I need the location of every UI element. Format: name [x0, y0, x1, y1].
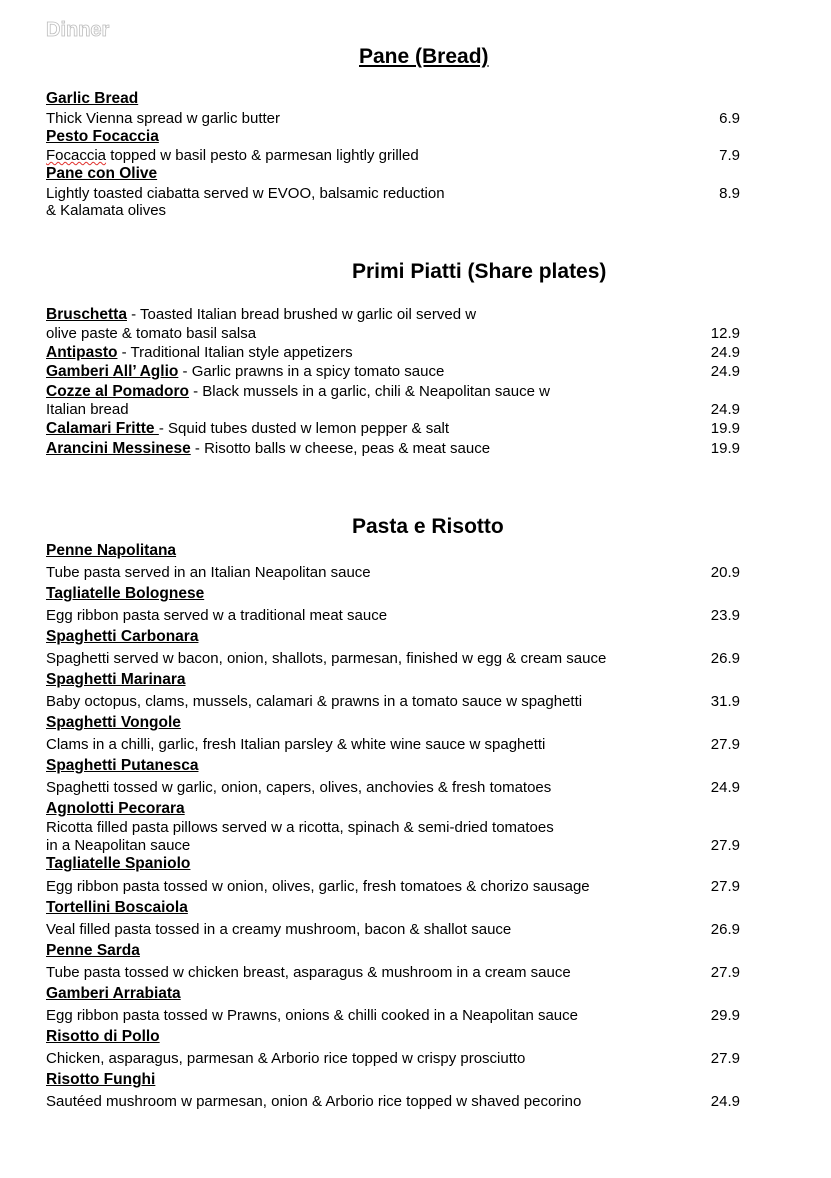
bread-item-desc: Lightly toasted ciabatta served w EVOO, balsamic reduction: [46, 185, 445, 202]
pasta-item-name: Tortellini Boscaiola: [46, 899, 188, 916]
pasta-item-name: Agnolotti Pecorara: [46, 800, 185, 817]
share-item-price: 19.9: [710, 420, 740, 437]
pasta-item-name: Spaghetti Vongole: [46, 714, 181, 731]
pasta-item-price: 31.9: [710, 693, 740, 710]
pasta-item-price: 27.9: [710, 837, 740, 854]
pasta-item-desc: Ricotta filled pasta pillows served w a ricotta, spinach & semi-dried tomatoes: [46, 819, 554, 836]
bread-item-desc: Thick Vienna spread w garlic butter: [46, 110, 281, 127]
pasta-item-desc: Veal filled pasta tossed in a creamy mushroom, bacon & shallot sauce: [46, 921, 512, 938]
pasta-item-price: 27.9: [710, 878, 740, 895]
pasta-item-desc: Egg ribbon pasta tossed w Prawns, onions & chilli cooked in a Neapolitan sauce: [46, 1007, 578, 1024]
share-item-desc: - Traditional Italian style appetizers: [117, 344, 353, 361]
share-item-price: 24.9: [710, 363, 740, 380]
spellcheck-word: Focaccia: [46, 147, 107, 164]
pasta-item-desc: Chicken, asparagus, parmesan & Arborio rice topped w crispy prosciutto: [46, 1050, 526, 1067]
bread-item-desc: [46, 147, 419, 164]
pasta-section-heading: Pasta e Risotto: [352, 515, 504, 538]
share-item-name: Gamberi All’ Aglio: [46, 363, 179, 380]
pasta-item-name: Spaghetti Carbonara: [46, 628, 199, 645]
share-item: [46, 344, 353, 362]
share-item: [46, 440, 490, 458]
bread-item-name: Pesto Focaccia: [46, 128, 159, 145]
bread-item-price: 7.9: [719, 147, 740, 164]
share-item-price: 24.9: [710, 344, 740, 361]
share-item-desc-cont: Italian bread: [46, 401, 129, 418]
bread-item-price: 6.9: [719, 110, 740, 127]
pasta-item-name: Risotto Funghi: [46, 1071, 156, 1088]
pasta-item-name: Spaghetti Putanesca: [46, 757, 199, 774]
share-item-price: 12.9: [710, 325, 740, 342]
pasta-item-price: 26.9: [710, 921, 740, 938]
dinner-watermark: Dinner: [46, 19, 110, 41]
pasta-item-name: Spaghetti Marinara: [46, 671, 186, 688]
pasta-item-price: 24.9: [710, 1093, 740, 1110]
pasta-item-name: Risotto di Pollo: [46, 1028, 160, 1045]
pasta-item-price: 20.9: [710, 564, 740, 581]
bread-item-desc-cont: & Kalamata olives: [46, 202, 167, 219]
share-item-price: 19.9: [710, 440, 740, 457]
pasta-item-desc: Baby octopus, clams, mussels, calamari & prawns in a tomato sauce w spaghetti: [46, 693, 583, 710]
bread-item-name: Garlic Bread: [46, 90, 139, 107]
bread-item-name: Pane con Olive: [46, 165, 158, 182]
share-item: [46, 383, 550, 401]
share-item: [46, 363, 444, 381]
pasta-item-desc: Spaghetti served w bacon, onion, shallots, parmesan, finished w egg & cream sauce: [46, 650, 607, 667]
pasta-item-price: 24.9: [710, 779, 740, 796]
pasta-item-desc: Sautéed mushroom w parmesan, onion & Arborio rice topped w shaved pecorino: [46, 1093, 582, 1110]
share-item-price: 24.9: [710, 401, 740, 418]
share-item-desc-cont: olive paste & tomato basil salsa: [46, 325, 257, 342]
bread-section-heading: Pane (Bread): [359, 45, 489, 68]
pasta-item-desc: Egg ribbon pasta served w a traditional meat sauce: [46, 607, 388, 624]
share-item-name: Arancini Messinese: [46, 440, 191, 457]
share-item: [46, 306, 476, 324]
pasta-item-desc: Tube pasta tossed w chicken breast, asparagus & mushroom in a cream sauce: [46, 964, 571, 981]
pasta-item-name: Penne Napolitana: [46, 542, 177, 559]
pasta-item-name: Penne Sarda: [46, 942, 140, 959]
pasta-item-price: 27.9: [710, 964, 740, 981]
share-item-name: Calamari Fritte: [46, 420, 159, 437]
pasta-item-name: Tagliatelle Spaniolo: [46, 855, 191, 872]
pasta-item-name: Gamberi Arrabiata: [46, 985, 181, 1002]
share-item-desc: - Toasted Italian bread brushed w garlic oil served w: [126, 306, 477, 323]
share-item-desc: - Squid tubes dusted w lemon pepper & salt: [158, 420, 450, 437]
share-item-name: Cozze al Pomadoro: [46, 383, 189, 400]
pasta-item-price: 27.9: [710, 736, 740, 753]
pasta-item-price: 27.9: [710, 1050, 740, 1067]
pasta-item-desc: Clams in a chilli, garlic, fresh Italian parsley & white wine sauce w spaghetti: [46, 736, 546, 753]
share-item: [46, 420, 449, 438]
share-item-name: Bruschetta: [46, 306, 127, 323]
bread-item-price: 8.9: [719, 185, 740, 202]
share-item-name: Antipasto: [46, 344, 118, 361]
share-item-desc: - Risotto balls w cheese, peas & meat sauce: [190, 440, 491, 457]
pasta-item-desc: Egg ribbon pasta tossed w onion, olives, garlic, fresh tomatoes & chorizo sausage: [46, 878, 590, 895]
share-item-desc: - Garlic prawns in a spicy tomato sauce: [178, 363, 445, 380]
share-section-heading: Primi Piatti (Share plates): [352, 260, 607, 283]
pasta-item-desc: Tube pasta served in an Italian Neapolitan sauce: [46, 564, 371, 581]
share-item-desc: - Black mussels in a garlic, chili & Neapolitan sauce w: [188, 383, 550, 400]
pasta-item-desc: Spaghetti tossed w garlic, onion, capers, olives, anchovies & fresh tomatoes: [46, 779, 552, 796]
pasta-item-name: Tagliatelle Bolognese: [46, 585, 205, 602]
bread-item-desc-rest: topped w basil pesto & parmesan lightly grilled: [106, 147, 419, 164]
pasta-item-desc-cont: in a Neapolitan sauce: [46, 837, 191, 854]
pasta-item-price: 26.9: [710, 650, 740, 667]
pasta-item-price: 23.9: [710, 607, 740, 624]
pasta-item-price: 29.9: [710, 1007, 740, 1024]
